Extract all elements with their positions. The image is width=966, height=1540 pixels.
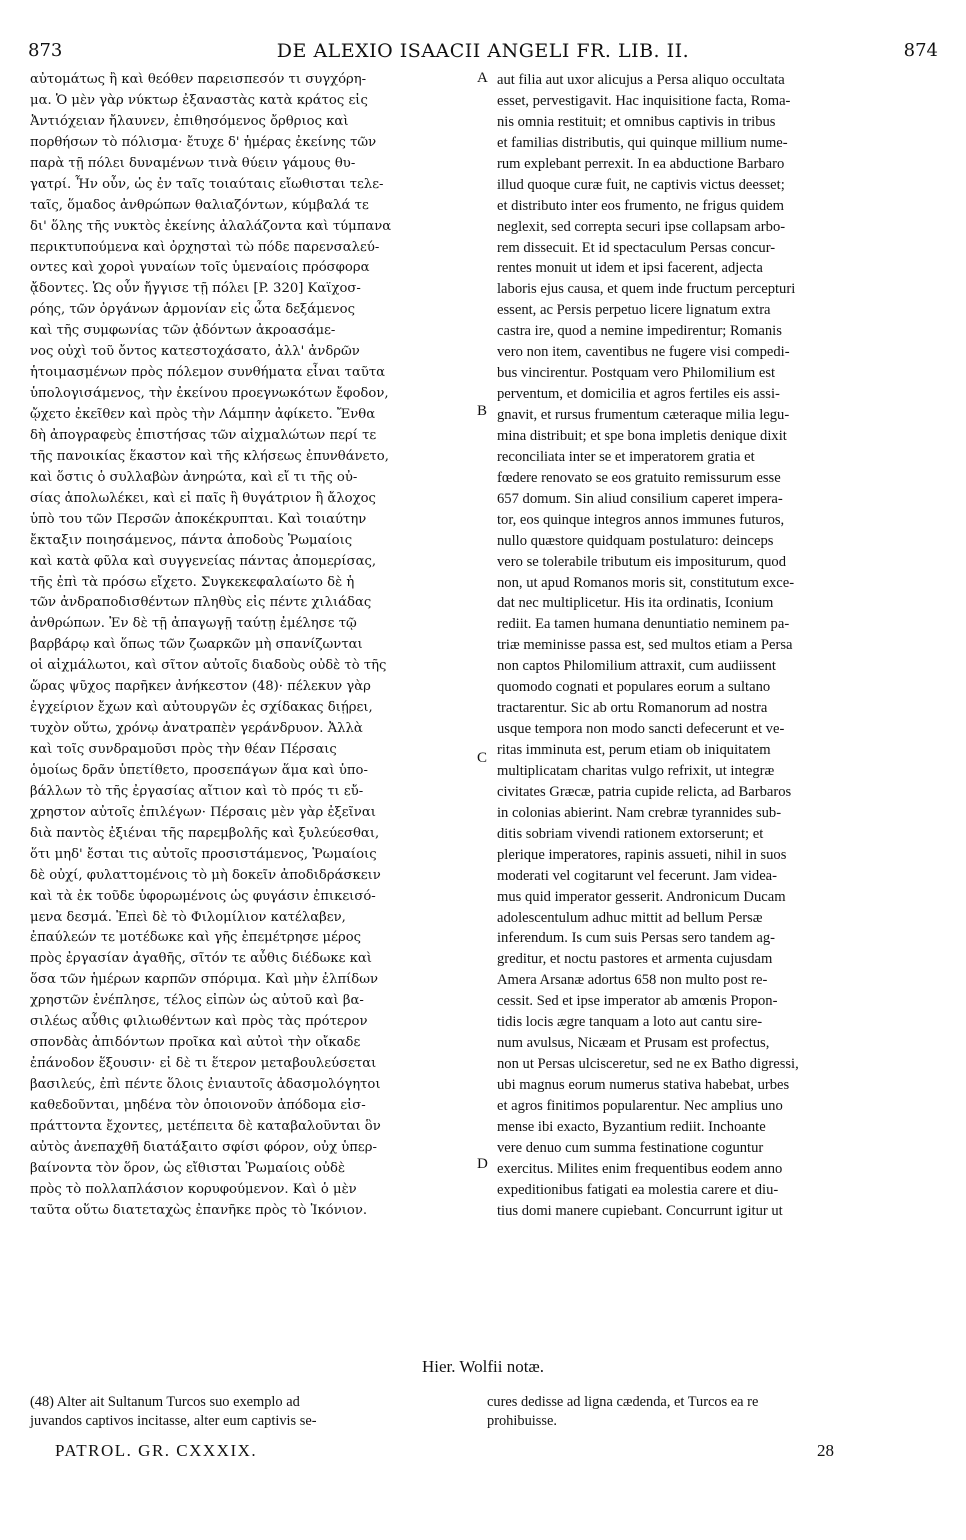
greek-text-line: γατρί. Ἦν οὖν, ὡς ἐν ταῖς τοιαύταις εἴωθισται τελε- bbox=[30, 176, 384, 192]
greek-text-line: μενα δεσμά. Ἐπεὶ δὲ τὸ Φιλομίλιον κατέλαβεν, bbox=[30, 909, 346, 925]
greek-text-line: καὶ τοῖς συνδραμοῦσι πρὸς τὴν θέαν Πέρσαις bbox=[30, 742, 337, 757]
greek-text-line: πορθήσων τὸ πόλισμα· ἔτυχε δ' ἡμέρας ἐκείνης τῶν bbox=[30, 134, 377, 150]
greek-text-line: δὲ οὐχί, φυλαττομένοις τὸ μὴ δοκεῖν ἀποδιδράσκειν bbox=[30, 867, 381, 883]
greek-text-line: καὶ ὅστις ὁ συλλαβὼν ἀνηρώτα, καὶ εἴ τι τῆς οὐ- bbox=[30, 469, 358, 485]
footer-number: 28 bbox=[817, 1441, 834, 1460]
latin-text-line: bus vincirentur. Postquam vero Philomilium est bbox=[497, 365, 776, 382]
greek-text-line: ταῦτα οὕτω διατεταχὼς ἐπανῆκε πρὸς τὸ Ἰκόνιον. bbox=[30, 1202, 368, 1218]
greek-text-line: δι' ὅλης τῆς νυκτὸς ἐκείνης ἀλαλάζοντα καὶ τύμπανα bbox=[30, 218, 392, 234]
latin-text-line: perventum, et domicilia et agros fertiles eis assi- bbox=[497, 386, 780, 403]
latin-text-line: et distributo inter eos frumento, ne frigus quidem bbox=[497, 197, 784, 214]
footnote-line: prohibuisse. bbox=[487, 1413, 557, 1429]
latin-text-line: nullo quæstore quidquam postulaturo: deinceps bbox=[497, 532, 774, 549]
latin-text-column bbox=[497, 70, 937, 1222]
latin-text-line: in colonias abierint. Nam crebræ tyrannides sub- bbox=[497, 804, 782, 821]
greek-text-line: πράττοντα ἔχοντες, μετέπειτα δὲ καταβαλοῦνται ὃν bbox=[30, 1118, 381, 1134]
latin-text-line: cessit. Sed et ipse imperator ab amœnis Propon- bbox=[497, 993, 778, 1010]
greek-text-line: βασιλεύς, ἐπὶ πέντε ὅλοις ἐνιαυτοῖς ἀδασμολόγητοι bbox=[30, 1077, 381, 1092]
greek-text-line: σίας ἀπολωλέκει, καὶ εἰ παῖς ἢ θυγάτριον ἢ ἄλοχος bbox=[30, 490, 376, 506]
latin-text-line: multiplicatam charitas vulgo refrixit, ut integræ bbox=[497, 762, 775, 779]
margin-marker-b: B bbox=[477, 403, 488, 419]
latin-text-line: vero se tolerabile tributum eis impositurum, quod bbox=[497, 553, 786, 570]
greek-text-line: νος οὐχὶ τοῦ ὄντος κατεστοχάσατο, ἀλλ' ἀνδρῶν bbox=[30, 344, 360, 360]
latin-text-line: civitates Græcæ, patria cupide relicta, ad Barbaros bbox=[497, 783, 792, 800]
greek-text-line: Ἀντιόχειαν ἤλαυνεν, ἐπιθησόμενος ὄρθριος καὶ bbox=[30, 113, 349, 129]
greek-text-column bbox=[30, 70, 470, 1222]
latin-text-line: et agros finitimos popularentur. Nec amplius uno bbox=[497, 1097, 783, 1114]
greek-text-line: ρόης, τῶν ὀργάνων ἁρμονίαν εἰς ὦτα δεξάμενος bbox=[30, 302, 355, 318]
greek-text-line: ἀνθρώπων. Ἐν δὲ τῇ ἀπαγωγῇ ταύτῃ ἐμέλησε τῷ bbox=[30, 616, 357, 632]
greek-text-line: καὶ κατὰ φῦλα καὶ συγγενείας πάντας ἀπομερίσας, bbox=[30, 553, 377, 569]
greek-text-line: τῆς ἐπὶ τὰ πρόσω εἴχετο. Συγκεκεφαλαίωτο δὲ ἡ bbox=[30, 574, 355, 590]
footer-series: PATROL. GR. CXXXIX. bbox=[55, 1441, 258, 1460]
latin-text-line: rediit. Ea tamen humana denuntiatio neminem pa- bbox=[497, 616, 790, 633]
greek-text-line: παρὰ τῇ πόλει δυναμένων τινὰ θύειν γάμους θυ- bbox=[30, 155, 356, 171]
margin-marker-d: D bbox=[477, 1156, 488, 1172]
latin-text-line: inferendum. Is cum suis Persas sero tandem ag- bbox=[497, 930, 776, 947]
latin-text-line: dat nec multiplicetur. His ita ordinatis, Iconium bbox=[497, 595, 774, 612]
latin-text-line: esset, pervestigavit. Hac inquisitione facta, Roma- bbox=[497, 92, 791, 109]
latin-text-line: rem dissecuit. Et id spectaculum Persas concur- bbox=[497, 239, 776, 256]
latin-text-line: usque tempora non modo sancti defecerunt et ve- bbox=[497, 721, 785, 738]
latin-text-line: reconciliata inter se et imperatorem gratia et bbox=[497, 448, 755, 465]
latin-text-line: non captos Philomilium attraxit, cum audiissent bbox=[497, 658, 776, 675]
greek-text-line: ᾄδοντες. Ὡς οὖν ἤγγισε τῇ πόλει [P. 320] Καϊχοσ- bbox=[30, 281, 361, 297]
greek-text-line: δὴ ἀπογραφεὺς ἐπιστήσας τῶν αἰχμαλώτων περί τε bbox=[30, 427, 377, 443]
greek-text-line: ἔκταξιν ποιησάμενος, πάντα ἀποδοὺς Ῥωμαίοις bbox=[30, 532, 353, 548]
latin-text-line: neglexit, sed correpta securi ipse collapsam arbo- bbox=[497, 218, 786, 235]
greek-text-line: τῶν ἀνδραποδισθέντων πληθὺς εἰς πέντε χιλιάδας bbox=[30, 595, 372, 611]
latin-text-line: quomodo cognati et populares eorum a sultano bbox=[497, 679, 771, 696]
greek-text-line: ἡτοιμασμένων πρὸς πόλεμον συνθήματα εἶναι ταῦτα bbox=[30, 365, 386, 381]
greek-text-line: ὅτι μηδ' ἔσται τις αὐτοῖς προσιστάμενος, Ῥωμαίοις bbox=[30, 846, 377, 862]
greek-text-line: ἐγχείριον ἔχων καὶ αὐτουργῶν ἐς σχίδακας διῄρει, bbox=[30, 700, 373, 716]
latin-text-line: greditur, et noctu pastores et armenta cujusdam bbox=[497, 951, 773, 968]
latin-text-line: tor, eos quinque integros annos immunes futuros, bbox=[497, 511, 785, 528]
footnote-line: cures dedisse ad ligna cædenda, et Turcos ea re bbox=[487, 1394, 759, 1410]
latin-text-line: vero non item, caventibus ne fugere visi compedi- bbox=[497, 344, 790, 361]
latin-text-line: 657 domum. Sin aliud consilium caperet impera- bbox=[497, 490, 783, 507]
latin-text-line: rentes monuit ut idem et ipsi facerent, adjecta bbox=[497, 260, 763, 277]
latin-text-line: essent, ac Persis perpetuo licere lignatum extra bbox=[497, 302, 771, 319]
greek-text-line: σπονδὰς ἀπιδόντων προῖκα καὶ αὐτοὶ τὴν οἴκαδε bbox=[30, 1035, 361, 1051]
greek-text-line: ὁμοίως δρᾶν ὑπετίθετο, προσεπάγων ἅμα καὶ ὑπο- bbox=[30, 762, 368, 778]
margin-marker-c: C bbox=[477, 750, 488, 766]
latin-text-line: mus quid imperator gesserit. Andronicum Ducam bbox=[497, 888, 786, 905]
latin-text-line: ubi magnus eorum numerus stativa habebat, urbes bbox=[497, 1077, 790, 1093]
greek-text-line: καὶ τῆς συμφωνίας τῶν ᾀδόντων ἀκροασάμε- bbox=[30, 323, 336, 339]
latin-text-line: tractarentur. Sic ab ortu Romanorum ad nostra bbox=[497, 700, 768, 717]
latin-text-line: ritas imminuta est, perum etiam ob iniquitatem bbox=[497, 742, 771, 758]
margin-marker-a: A bbox=[477, 70, 488, 86]
greek-text-line: ἐπαύλεών τε μοτέδωκε καὶ γῆς ἐπεμέτρησε μέρος bbox=[30, 930, 362, 946]
running-header bbox=[28, 40, 938, 70]
latin-text-line: non ut Persas ulcisceretur, sed ne ex Batho digressi, bbox=[497, 1056, 799, 1073]
greek-text-line: πρὸς τὸ πολλαπλάσιον κορυφούμενον. Καὶ ὁ μὲν bbox=[30, 1181, 357, 1197]
latin-text-line: exercitus. Milites enim frequentibus eodem anno bbox=[497, 1160, 783, 1177]
greek-text-line: βαίνοντα τὸν ὅρον, ὡς εἴθισται Ῥωμαίοις οὐδὲ bbox=[30, 1160, 346, 1176]
footnote-line: juvandos captivos incitasse, alter eum captivis se- bbox=[30, 1413, 317, 1429]
latin-text-line: Amera Arsanæ adortus 658 non multo post re- bbox=[497, 972, 768, 989]
greek-text-line: καὶ τὰ ἐκ τοῦδε ὑφορωμένοις ὡς φυγάσιν ἐπικεισό- bbox=[30, 888, 376, 904]
greek-text-line: ταῖς, ὅμαδος ἀνθρώπων θαλιαζόντων, κύμβαλά τε bbox=[30, 197, 369, 213]
latin-text-line: moderati vel cogitarunt vel fecerunt. Jam videa- bbox=[497, 867, 778, 884]
greek-text-line: σιλέως αὖθις φιλιωθέντων καὶ πρὸς τὰς πρότερον bbox=[30, 1014, 368, 1030]
latin-text-line: tius domi manere cupiebant. Concurrunt igitur ut bbox=[497, 1202, 783, 1219]
greek-text-line: τυχὸν οὕτω, χρόνῳ ἀνατραπὲν γεράνδρυον. Ἀλλὰ bbox=[30, 721, 363, 737]
running-title: DE ALEXIO ISAACII ANGELI FR. LIB. II. bbox=[276, 40, 690, 62]
latin-text-line: triæ meminisse passa est, sed multos etiam a Persa bbox=[497, 637, 793, 654]
greek-text-line: καθεδοῦνται, μηδένα τὸν ὁποιονοῦν ἀπόδομα εἰσ- bbox=[30, 1097, 366, 1113]
footnote-line: (48) Alter ait Sultanum Turcos suo exemplo ad bbox=[30, 1394, 300, 1410]
greek-text-line: πρὸς ἐργασίαν ἀγαθῆς, σῖτόν τε αὖθις διέδωκε καὶ bbox=[30, 951, 372, 967]
footnote-left bbox=[30, 1393, 475, 1431]
latin-text-line: castra ire, quod a nemine impedirentur; Romanis bbox=[497, 323, 782, 340]
greek-text-line: χρηστον αὐτοῖς ἐπιλέγων· Πέρσαις μὲν γὰρ ἐξεῖναι bbox=[30, 804, 376, 820]
latin-text-line: ditis sobriam vivendi rationem extorserunt; et bbox=[497, 825, 764, 842]
latin-text-line: nis omnia restituit; et omnibus captivis in tribus bbox=[497, 113, 776, 130]
greek-text-line: αὐτομάτως ἢ καὶ θεόθεν παρεισπεσόν τι συγχόρη- bbox=[30, 72, 367, 87]
greek-text-line: οἱ αἰχμάλωτοι, καὶ σῖτον αὐτοῖς διαδοὺς οὐδὲ τὸ τῆς bbox=[30, 658, 387, 674]
greek-text-line: βάλλων τὸ τῆς ἐργασίας αἴτιον καὶ τὸ πρός τι εὔ- bbox=[30, 783, 364, 799]
latin-text-line: mina distribuit; et spe bona impletis denique dixit bbox=[497, 427, 787, 444]
greek-text-line: βαρβάρῳ καὶ ὅπως τῶν ζωαρκῶν μὴ σπανίζωνται bbox=[30, 637, 363, 653]
footnote-right bbox=[487, 1393, 937, 1431]
latin-text-line: adolescentulum adhuc mittit ad bellum Persæ bbox=[497, 909, 763, 926]
latin-text-line: plerique imperatores, rapinis assueti, nihil in suos bbox=[497, 846, 787, 863]
latin-text-line: mense ibi exacto, Byzantium rediit. Inchoante bbox=[497, 1118, 766, 1135]
greek-text-line: ὑπολογισάμενος, τὴν ἐκείνου προεγνωκότων ἔφοδον, bbox=[30, 386, 389, 402]
greek-text-line: αὐτὸς ἀνεπαχθῆ διατάξαιτο σφίσι φόρον, οὐχ ὑπερ- bbox=[30, 1139, 377, 1155]
greek-text-line: ὑπὸ του τῶν Περσῶν ἀποκέκρυπται. Καὶ τοιαύτην bbox=[30, 511, 367, 527]
greek-text-line: ἐπάνοδον ἕξουσιν· εἰ δὲ τι ἕτερον μεταβουλεύσεται bbox=[30, 1056, 377, 1072]
latin-text-line: non, ut apud Romanos moris sit, constitutum exce- bbox=[497, 574, 795, 591]
greek-text-line: διὰ παντὸς ἐξιέναι τῆς παρεμβολῆς καὶ ξυλεύεσθαι, bbox=[30, 825, 380, 841]
latin-text-line: et familias distributis, qui quinque millium nume- bbox=[497, 134, 788, 151]
greek-text-line: τῆς πανοικίας ἕκαστον καὶ τῆς κλήσεως ἐπυνθάνετο, bbox=[30, 448, 389, 464]
latin-text-line: fœdere renovato se eos gratuito remissurum esse bbox=[497, 469, 781, 486]
latin-text-line: expeditionibus fatigati ea molestia carere et diu- bbox=[497, 1181, 779, 1198]
greek-text-line: ᾤχετο ἐκεῖθεν καὶ πρὸς τὴν Λάμπην ἀφίκετο. Ἔνθα bbox=[30, 407, 376, 422]
page-number-right: 874 bbox=[903, 40, 938, 61]
page-footer bbox=[55, 1441, 915, 1471]
greek-text-line: περικτυπούμενα καὶ ὀρχησταὶ τὼ πόδε παρενσαλεύ- bbox=[30, 239, 380, 255]
latin-text-line: rum explebant perrexit. In ea abductione Barbaro bbox=[497, 155, 785, 172]
latin-text-line: laboris ejus causa, et quem inde fructum percepturi bbox=[497, 281, 796, 298]
greek-text-line: χρηστῶν ἐνέπλησε, τέλος εἰπὼν ὡς αὐτοῦ καὶ βα- bbox=[30, 993, 364, 1009]
greek-text-line: ὅσα τῶν ἡμέρων καρπῶν σπόριμα. Καὶ μὴν ἐλπίδων bbox=[30, 972, 379, 988]
latin-text-line: tidis locis ægre tanquam a loto aut cantu sire- bbox=[497, 1014, 763, 1031]
latin-text-line: aut filia aut uxor alicujus a Persa aliquo occultata bbox=[497, 72, 785, 88]
page-number-left: 873 bbox=[28, 40, 63, 61]
notes-heading: Hier. Wolfii notæ. bbox=[421, 1357, 545, 1376]
latin-text-line: illud quoque curæ fuit, ne captivis victus deesset; bbox=[497, 176, 785, 193]
latin-text-line: vere denuo cum summa festinatione coguntur bbox=[497, 1139, 764, 1156]
latin-text-line: num avulsus, Nicæam et Prusam est profectus, bbox=[497, 1035, 770, 1052]
greek-text-line: οντες καὶ χοροὶ γυναίων τοῖς ὑμεναίοις πρόσφορα bbox=[30, 260, 370, 276]
greek-text-line: μα. Ὁ μὲν γὰρ νύκτωρ ἐξαναστὰς κατὰ κράτος εἰς bbox=[30, 92, 368, 108]
greek-text-line: ὥρας ψῦχος παρῆκεν ἀνήκεστον (48)· πέλεκυν γὰρ bbox=[30, 679, 371, 695]
latin-text-line: gnavit, et rursus frumentum cæteraque milia legu- bbox=[497, 407, 790, 423]
